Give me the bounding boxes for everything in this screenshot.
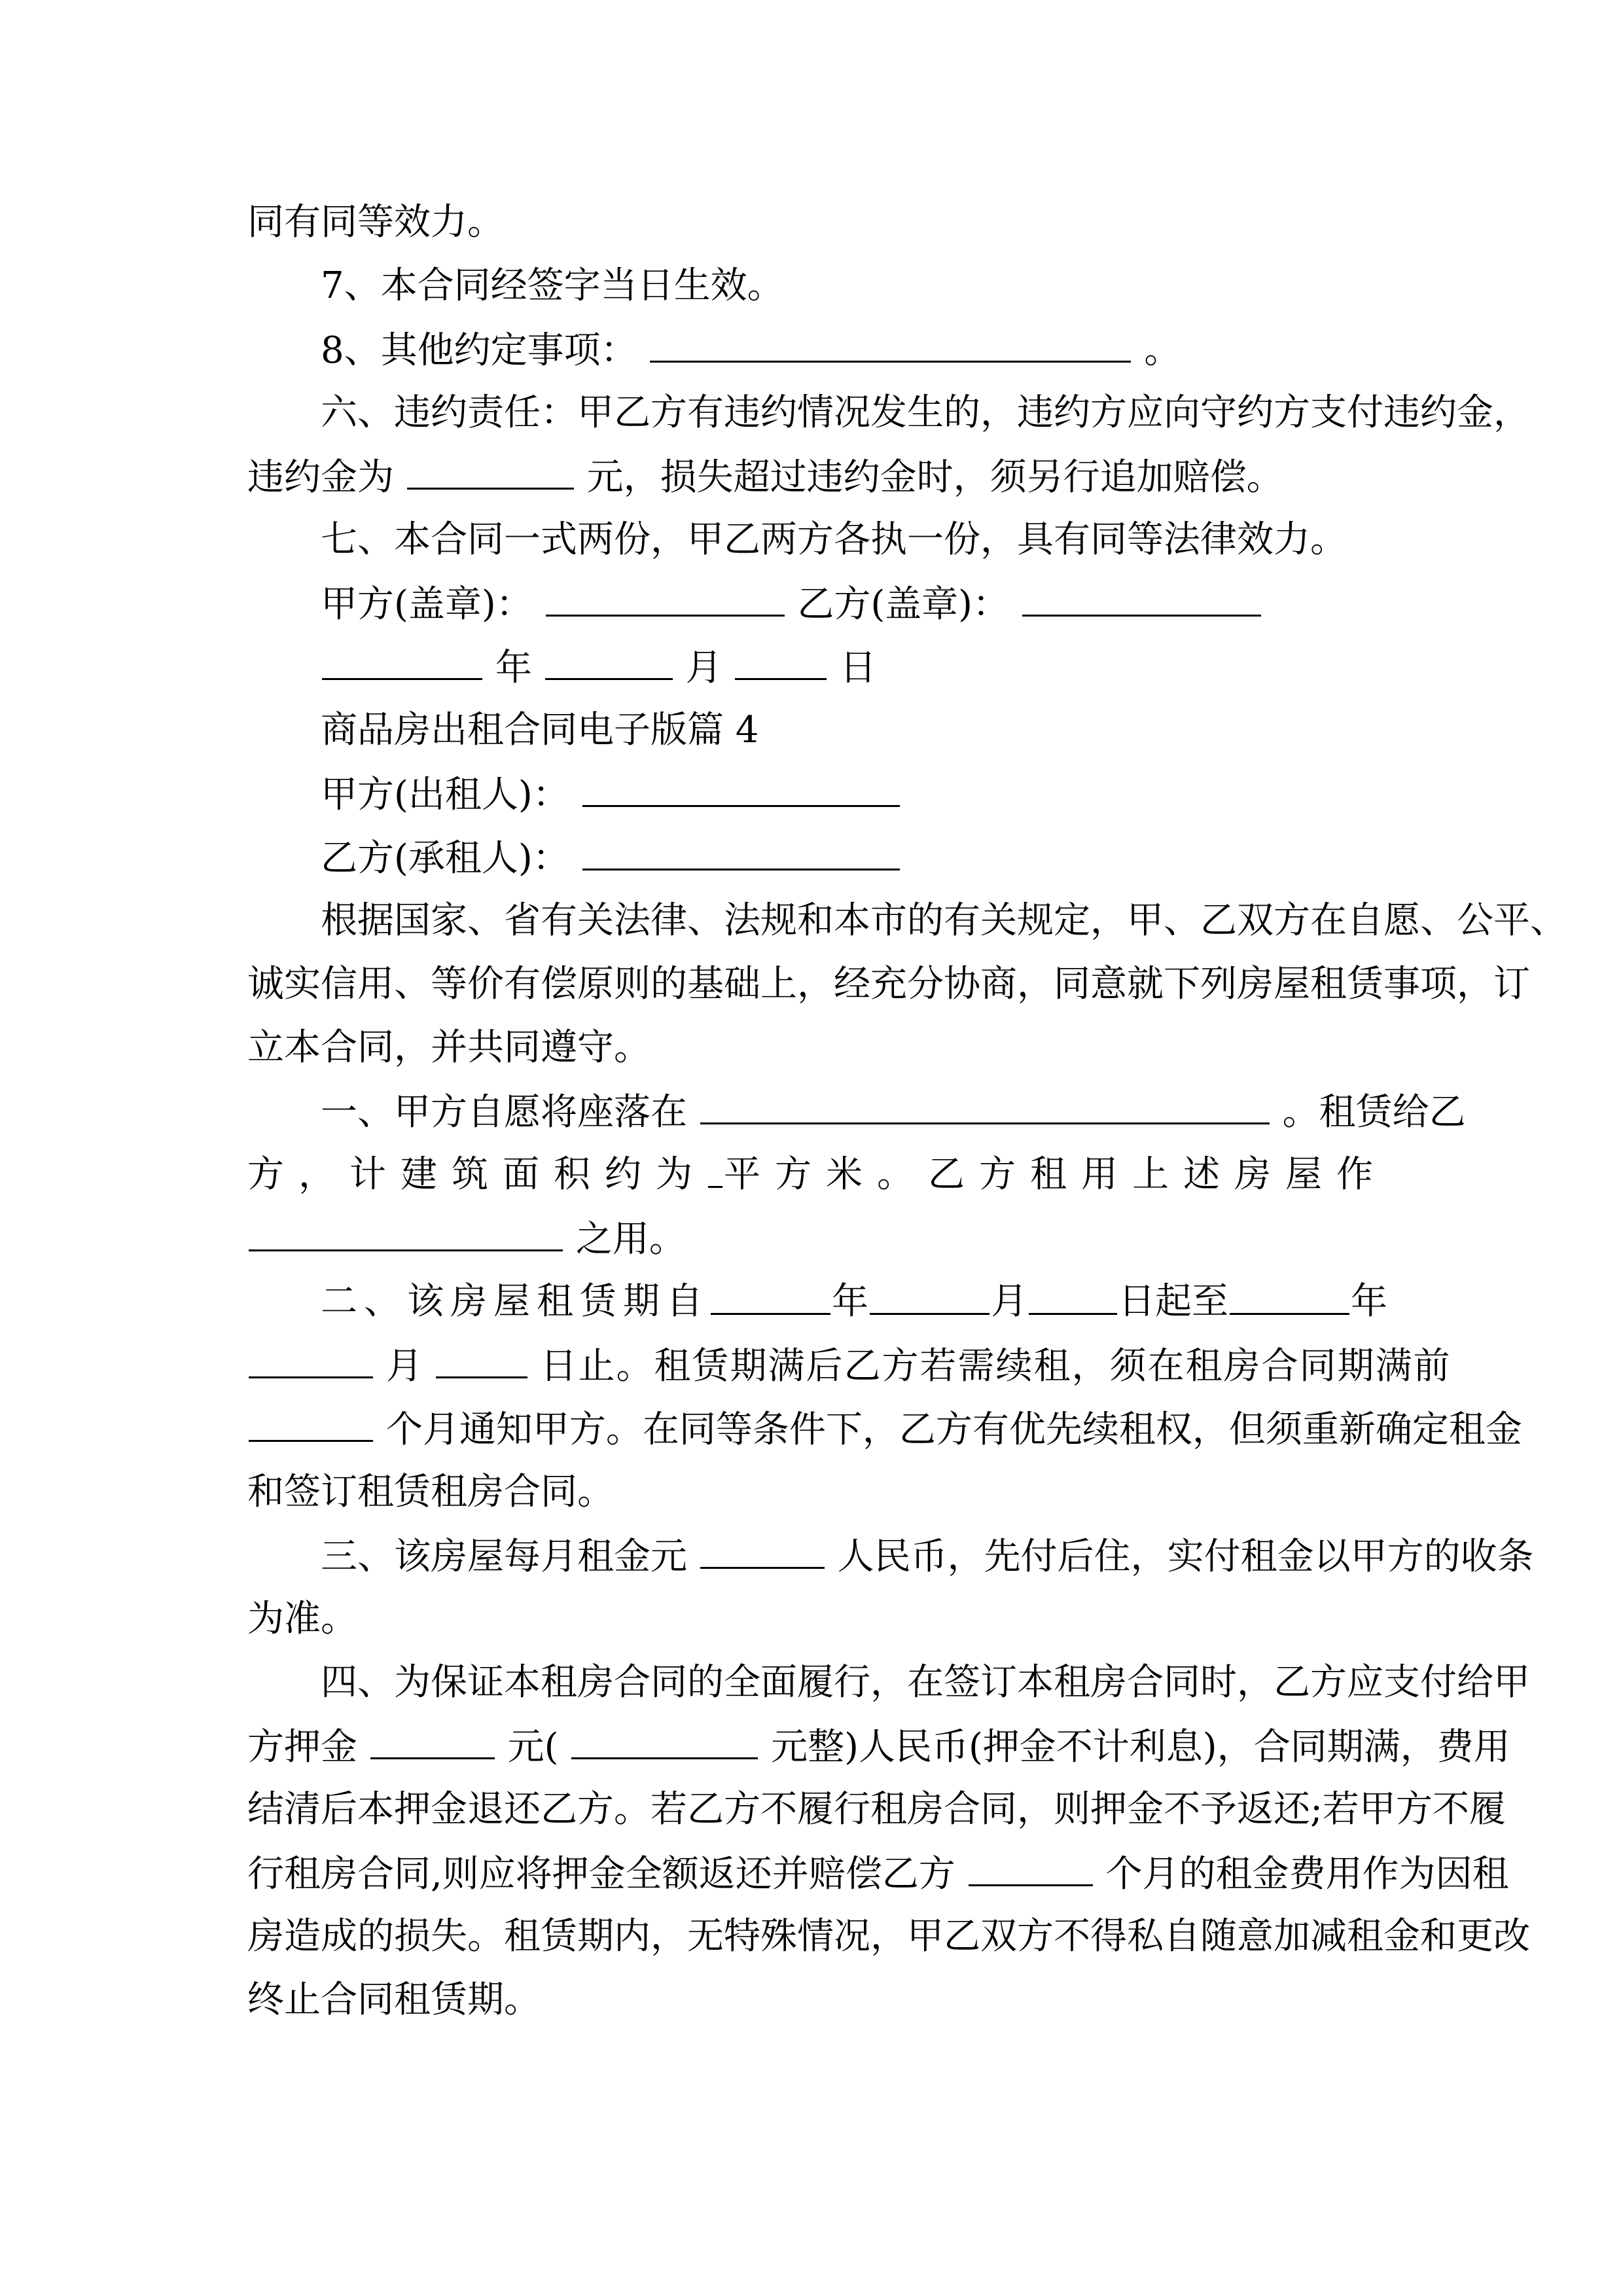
text: 。租赁给乙 bbox=[1282, 1091, 1466, 1134]
start-month-blank[interactable] bbox=[870, 1279, 990, 1315]
text: 结清后本押金退还乙方。若乙方不履行租房合同，则押金不予返还;若甲方不履 bbox=[247, 1788, 1506, 1831]
day-blank[interactable] bbox=[735, 644, 827, 680]
text: 二、该房屋租赁期自 bbox=[321, 1280, 709, 1323]
text: 和签订租赁租房合同。 bbox=[247, 1471, 614, 1513]
paragraph-line bbox=[247, 200, 504, 245]
text: 七、本合同一式两份，甲乙两方各执一份，具有同等法律效力。 bbox=[321, 518, 1347, 561]
text: 元，损失超过违约金时，须另行追加赔偿。 bbox=[586, 456, 1283, 499]
text: 日止。租赁期满后乙方若需续租，须在租房合同期满前 bbox=[540, 1345, 1452, 1388]
year-blank[interactable] bbox=[322, 644, 482, 680]
text: 根据国家、省有关法律、法规和本市的有关规定，甲、乙双方在自愿、公平、 bbox=[321, 899, 1567, 942]
other-terms-blank[interactable] bbox=[650, 327, 1131, 363]
end-year-blank[interactable] bbox=[1230, 1279, 1349, 1315]
party-b-seal-label: 乙方(盖章)： bbox=[797, 583, 1010, 626]
monthly-rent-blank[interactable] bbox=[700, 1533, 825, 1569]
clause-2-line-3 bbox=[247, 1406, 1522, 1452]
copies-clause bbox=[321, 517, 1347, 563]
lessor-label: 甲方(出租人)： bbox=[321, 774, 569, 816]
area-blank[interactable] bbox=[708, 1152, 722, 1188]
clause-4-line-4 bbox=[247, 1850, 1508, 1896]
text: 7、本合同经签字当日生效。 bbox=[321, 264, 784, 307]
text: 诚实信用、等价有偿原则的基础上，经充分协商，同意就下列房屋租赁事项，订 bbox=[247, 963, 1530, 1005]
text: 立本合同，并共同遵守。 bbox=[247, 1026, 651, 1069]
usage-blank[interactable] bbox=[249, 1215, 563, 1251]
lessee-label: 乙方(承租人)： bbox=[321, 837, 569, 880]
preamble-line-2 bbox=[247, 961, 1530, 1007]
month-blank[interactable] bbox=[545, 644, 673, 680]
text: 方押金 bbox=[247, 1726, 357, 1768]
label: 8、其他约定事项： bbox=[321, 329, 637, 372]
deposit-amount-words-blank[interactable] bbox=[571, 1723, 758, 1759]
signature-line bbox=[321, 581, 1262, 626]
end-month-blank[interactable] bbox=[249, 1342, 373, 1378]
clause-4-line-2 bbox=[247, 1723, 1510, 1769]
property-location-blank[interactable] bbox=[700, 1088, 1270, 1124]
party-b-seal-blank[interactable] bbox=[1022, 581, 1261, 617]
clause-2-line-1 bbox=[321, 1279, 1387, 1325]
label: 行租房合同,则应将押金全额返还并赔偿乙方 bbox=[247, 1853, 955, 1895]
month-label: 月 bbox=[385, 1345, 423, 1388]
title-text: 商品房出租合同电子版篇 4 bbox=[321, 709, 759, 751]
clause-3-line-2 bbox=[247, 1596, 357, 1642]
end-day-blank[interactable] bbox=[436, 1342, 527, 1378]
clause-4-line-6 bbox=[247, 1977, 541, 2023]
clause-2-line-2 bbox=[247, 1342, 1451, 1388]
clause-1-line-2 bbox=[247, 1152, 1387, 1198]
party-a-seal-label: 甲方(盖章)： bbox=[321, 583, 533, 626]
year-label: 年 bbox=[832, 1280, 869, 1323]
text: 。 bbox=[1144, 329, 1181, 372]
text: 房造成的损失。租赁期内，无特殊情况，甲乙双方不得私自随意加减租金和更改 bbox=[247, 1915, 1530, 1958]
lessor-line bbox=[321, 771, 901, 817]
compensation-months-blank[interactable] bbox=[969, 1850, 1093, 1886]
month-label: 月 bbox=[991, 1280, 1028, 1323]
month-label: 月 bbox=[685, 647, 722, 689]
preamble-line-1 bbox=[321, 898, 1567, 944]
lessor-blank[interactable] bbox=[582, 771, 900, 807]
breach-clause bbox=[321, 390, 1530, 436]
breach-amount-line bbox=[247, 454, 1283, 499]
text: 六、违约责任：甲乙方有违约情况发生的，违约方应向守约方支付违约金， bbox=[321, 391, 1530, 434]
start-day-blank[interactable] bbox=[1029, 1279, 1117, 1315]
clause-2-line-4 bbox=[247, 1469, 614, 1515]
text: 之用。 bbox=[575, 1218, 686, 1261]
deposit-amount-blank[interactable] bbox=[370, 1723, 495, 1759]
day-label: 日 bbox=[840, 647, 877, 689]
lessee-line bbox=[321, 834, 901, 880]
clause-3-line-1 bbox=[321, 1533, 1534, 1579]
lessee-blank[interactable] bbox=[582, 834, 900, 870]
text: 同有同等效力。 bbox=[247, 201, 504, 243]
date-line bbox=[321, 644, 876, 690]
text: 日起至 bbox=[1118, 1280, 1228, 1323]
text: 方，计建筑面积约为 bbox=[247, 1153, 707, 1196]
label: 违约金为 bbox=[247, 456, 394, 499]
notice-months-blank[interactable] bbox=[249, 1406, 373, 1442]
penalty-amount-blank[interactable] bbox=[407, 454, 574, 490]
label: 三、该房屋每月租金元 bbox=[321, 1535, 687, 1578]
label: 一、甲方自愿将座落在 bbox=[321, 1091, 687, 1134]
text: 元整)人民币(押金不计利息)，合同期满，费用 bbox=[771, 1726, 1510, 1768]
text: 个月的租金费用作为因租 bbox=[1105, 1853, 1509, 1895]
text: 人民币，先付后住，实付租金以甲方的收条 bbox=[837, 1535, 1534, 1578]
text: 终止合同租赁期。 bbox=[247, 1979, 541, 2021]
party-a-seal-blank[interactable] bbox=[546, 581, 785, 617]
clause-4-line-3 bbox=[247, 1787, 1506, 1833]
text: 为准。 bbox=[247, 1598, 357, 1640]
text: 平方米。乙方租用上述房屋作 bbox=[724, 1153, 1387, 1196]
year-label: 年 bbox=[495, 647, 532, 689]
clause-8 bbox=[321, 327, 1181, 372]
clause-4-line-5 bbox=[247, 1914, 1530, 1960]
clause-4-line-1 bbox=[321, 1660, 1530, 1706]
text: 元( bbox=[507, 1726, 559, 1768]
section-title bbox=[321, 708, 758, 753]
text: 个月通知甲方。在同等条件下，乙方有优先续租权，但须重新确定租金 bbox=[385, 1408, 1522, 1451]
start-year-blank[interactable] bbox=[711, 1279, 830, 1315]
clause-7 bbox=[321, 263, 784, 309]
year-label: 年 bbox=[1351, 1280, 1388, 1323]
text: 四、为保证本租房合同的全面履行，在签订本租房合同时，乙方应支付给甲 bbox=[321, 1661, 1530, 1704]
clause-1-line-1 bbox=[321, 1088, 1466, 1134]
preamble-line-3 bbox=[247, 1025, 651, 1071]
clause-1-line-3 bbox=[247, 1215, 686, 1261]
